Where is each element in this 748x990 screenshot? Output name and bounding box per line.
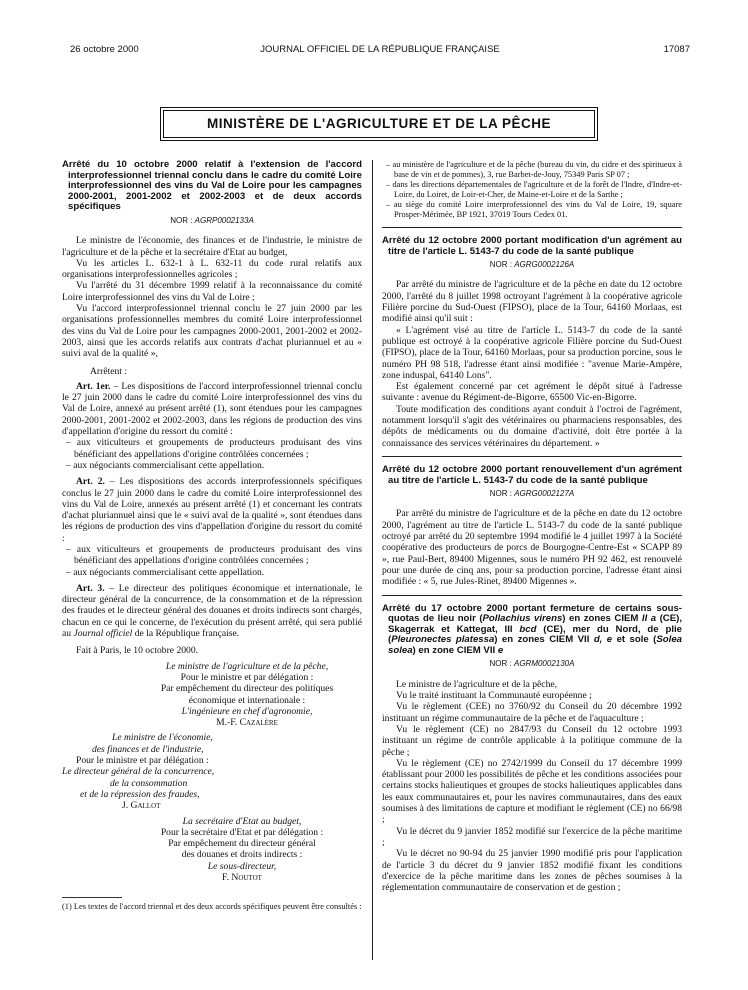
article-3-label: Art. 3. xyxy=(76,582,105,594)
paragraph: Vu le décret du 9 janvier 1852 modifié sur l'exercice de la pêche maritime ; xyxy=(382,825,682,848)
visa-arrete-1999: Vu l'arrêté du 31 décembre 1999 relatif à la reconnaissance du comité Loire interprofessionnel des vins du Val de Loire ; xyxy=(62,280,362,303)
fait-a-paris: Fait à Paris, le 10 octobre 2000. xyxy=(76,645,199,657)
footnote-1: (1) Les textes de l'accord triennal et des deux accords spécifiques peuvent être consultés : xyxy=(62,902,362,912)
arrete-title: Arrêté du 10 octobre 2000 relatif à l'extension de l'accord interprofessionnel triennal conclu dans le cadre du comité Loire interprofessionnel des vins du Val de Loire pour les campagnes 2000-2001, 2001-2002 et 2002-2003 et de deux accords spécifiques xyxy=(62,159,362,213)
nor-code: AGRG0002127A xyxy=(514,489,575,499)
title-part: e xyxy=(497,644,504,656)
title-part: ) en zone CIEM VII xyxy=(412,644,498,656)
footnote-item-comite: – au siège du comité Loire interprofessionnel des vins du Val de Loire, 19, square Prosper-Mérimée, BP 1921, 37019 Tours Cedex 01. xyxy=(386,200,682,219)
signature-agriculture xyxy=(62,661,362,729)
header-date: 26 octobre 2000 xyxy=(70,44,139,55)
title-part: II a xyxy=(641,613,657,625)
visa-code-rural: Vu les articles L. 632-1 à L. 632-11 du code rural relatifs aux organisations interprofessionnelles agricoles ; xyxy=(62,257,362,281)
ministry-heading: MINISTÈRE DE L'AGRICULTURE ET DE LA PÊCHE xyxy=(163,110,595,138)
article-3-text-end: de la République française. xyxy=(132,628,240,640)
signature-line: Le sous-directeur, xyxy=(207,860,277,872)
article-2-text: – Les dispositions des accords interprofessionnels spécifiques conclus le 27 juin 2000 dans le cadre du comité Loire interprofessionnel des vins du Val de Loire, annexés au présent arrêté (1) et concernant les contrats d'achat pluriannuel ainsi que le « suivi aval de la qualité », sont étendues dans les régions de production des vins d'appellation d'origine du ressort du comité : xyxy=(62,476,363,544)
footnote-item-directions: – dans les directions départementales de l'agriculture et de la forêt de l'Indre, d'Indre-et-Loire, du Loiret, de Loir-et-Cher, de Maine-et-Loire et de la Sarthe ; xyxy=(386,180,682,199)
article-3-text: – Le directeur des politiques économique et internationale, le directeur général de la concurrence, de la consommation et de la répression des fraudes et le directeur général des douanes et droits indirects sont chargés, chacun en ce qui le concerne, de l'exécution du présent arrêté, qui sera publié au xyxy=(62,582,362,640)
signature-role: Le ministre de l'agriculture et de la pêche, xyxy=(165,660,329,672)
title-part: bcd xyxy=(519,623,537,635)
arrete-title: Arrêté du 12 octobre 2000 portant modification d'un agrément au titre de l'article L. 5143-7 du code de la santé publique xyxy=(382,235,682,257)
title-part: ) en zones CIEM xyxy=(562,613,642,625)
signatory-name: F. Noutot xyxy=(222,872,262,883)
footnote-item-ministere: – au ministère de l'agriculture et de la pêche (bureau du vin, du cidre et des spiritueux à base de vin et de pommes), 3, rue Barbet-de-Jouy, 75349 Paris SP 07 ; xyxy=(386,160,682,179)
page-header xyxy=(70,44,690,60)
signature-line: Le ministre de l'économie, xyxy=(112,732,213,744)
nor-reference xyxy=(382,259,682,270)
title-part: Solea solea xyxy=(388,634,682,656)
nor-reference xyxy=(382,658,682,669)
signature-economie xyxy=(62,732,362,811)
signature-budget xyxy=(62,816,362,884)
title-part: d, e xyxy=(593,634,613,646)
title-part: Arrêté du 17 octobre 2000 portant fermeture de certains sous-quotas de lieu noir ( xyxy=(382,602,682,625)
left-column xyxy=(62,160,362,912)
section-separator xyxy=(382,456,682,457)
paragraph: Toute modification des conditions ayant conduit à l'octroi de l'agrément, notamment lorsqu'il s'agit des vétérinaires ou pharmaciens responsables, des dépôts de médicaments ou du domaine d'activité, doit être portée à la connaissance des services vétérinaires du département. » xyxy=(382,403,682,449)
title-part: et sole ( xyxy=(612,634,657,646)
signature-line: Pour la secrétaire d'Etat et par délégation : xyxy=(160,826,324,838)
visa-accord: Vu l'accord interprofessionnel triennal conclu le 27 juin 2000 par les organisations professionnelles membres du comité Loire interprofessionnel des vins du Val de Loire pour les campagnes 2000-2001, 2001-2002 et 2002-2003, ainsi que les accords relatifs aux contrats d'achat pluriannuel et au « suivi aval de la qualité », xyxy=(62,303,362,360)
signature-line: La secrétaire d'Etat au budget, xyxy=(182,815,302,827)
article-1-item-negociants: – aux négociants commercialisant cette appellation. xyxy=(66,459,265,471)
article-2 xyxy=(62,476,362,544)
journal-officiel-ref: Journal officiel xyxy=(73,628,133,640)
nor-label: NOR : xyxy=(489,489,515,499)
paragraph: Vu le décret no 90-94 du 25 janvier 1990 modifié pris pour l'application de l'article 3 du décret du 9 janvier 1852 modifié fixant les conditions d'exercice de la pêche maritime dans les zones de pêches soumises à la réglementation communautaire de conservation et de gestion ; xyxy=(382,848,682,894)
title-part: Pleuronectes platessa xyxy=(391,634,495,646)
paragraph: « L'agrément visé au titre de l'article L. 5143-7 du code de la santé publique est octroyé à la coopérative agricole Filière porcine du Sud-Ouest (FIPSO), place de la Tour, 64160 Morlaas, pour sa production porcine, sous le numéro PH 98 518, l'adresse étant ainsi modifiée : "avenue Marie-Ampère, zone induspal, 64140 Lons". xyxy=(382,324,682,381)
title-part: ) en zones CIEM VII xyxy=(494,634,594,646)
footnote-separator xyxy=(62,897,122,898)
title-part: Pollachius virens xyxy=(482,613,563,625)
nor-code: AGRM0002130A xyxy=(513,659,575,669)
paragraph: Par arrêté du ministre de l'agriculture et de la pêche en date du 12 octobre 2000, l'agrément au titre de l'article L. 5143-7 du code de la santé publique octroyé par arrêté du 20 septembre 1994 modifié le 4 juillet 1997 à la Société coopérative des producteurs de porcs de Bourgogne-Centre-Est « SCAPP 89 », rue Paul-Bert, 89400 Migennes, sous le numéro PH 92 462, est renouvelé pour une durée de cinq ans, pour sa production porcine, l'adresse étant ainsi modifiée : « 5, rue Jules-Rinet, 89400 Migennes ». xyxy=(382,508,682,588)
signature-line: et de la répression des fraudes, xyxy=(80,788,200,800)
nor-reference xyxy=(62,215,362,226)
signature-line: des douanes et droits indirects : xyxy=(181,849,303,861)
signature-line: Pour le ministre et par délégation : xyxy=(76,755,209,767)
nor-label: NOR : xyxy=(489,659,514,669)
nor-code: AGRG0002126A xyxy=(514,260,575,270)
signature-line: L'ingénieure en chef d'agronomie, xyxy=(181,705,313,717)
section-separator xyxy=(382,595,682,596)
right-column xyxy=(382,160,682,893)
paragraph: Est également concerné par cet agrément le dépôt situé à l'adresse suivante : avenue du Régiment-de-Bigorre, 65500 Vic-en-Bigorre. xyxy=(382,381,682,404)
signatory-name: J. Gallot xyxy=(122,800,161,812)
preamble-ministers: Le ministre de l'économie, des finances et de l'industrie, le ministre de l'agriculture et de la pêche et la secrétaire d'Etat au budget, xyxy=(62,235,362,258)
article-1-item-viticulteurs: – aux viticulteurs et groupements de producteurs produisant des vins bénéficiant des appellations d'origine contrôlées concernées ; xyxy=(66,437,362,460)
signature-line: des finances et de l'industrie, xyxy=(92,743,204,755)
signature-line: de la consommation xyxy=(110,777,188,789)
article-2-label: Art. 2. xyxy=(76,476,105,488)
article-1 xyxy=(62,381,362,437)
signature-line: Le directeur général de la concurrence, xyxy=(62,766,215,778)
article-2-item-viticulteurs: – aux viticulteurs et groupements de producteurs produisant des vins bénéficiant des appellations d'origine contrôlées concernées ; xyxy=(66,543,362,567)
nor-label: NOR : xyxy=(170,215,195,225)
nor-code: AGRP0002133A xyxy=(194,215,254,225)
paragraph: Vu le règlement (CEE) no 3760/92 du Conseil du 20 décembre 1992 instituant un régime communautaire de la pêche et de l'aquaculture ; xyxy=(382,701,682,724)
paragraph: Vu le règlement (CE) no 2847/93 du Conseil du 12 octobre 1993 instituant un régime de contrôle applicable à la politique commune de la pêche ; xyxy=(382,723,682,758)
signature-line: Pour le ministre et par délégation : xyxy=(180,671,314,683)
signatory-name: M.-F. Cazalère xyxy=(216,717,278,729)
title-part: (CE), Skagerrak et Kattegat, III xyxy=(388,613,682,635)
signature-line: Par empêchement du directeur des politiques xyxy=(160,683,334,695)
header-page-number: 17087 xyxy=(663,44,690,55)
paragraph: Le ministre de l'agriculture et de la pêche, xyxy=(396,678,558,690)
column-divider xyxy=(372,160,373,960)
article-1-text: – Les dispositions de l'accord interprofessionnel triennal conclu le 27 juin 2000 dans le cadre du comité Loire interprofessionnel des vins du Val de Loire, annexé au présent arrêté (1), sont étendues pour les campagnes 2000-2001, 2001-2002 et 2002-2003, dans les régions de production des vins d'appellation d'origine du ressort du comité : xyxy=(62,380,363,438)
section-separator xyxy=(382,227,682,228)
nor-label: NOR : xyxy=(489,260,515,270)
article-2-item-negociants: – aux négociants commercialisant cette appellation. xyxy=(66,566,265,578)
arretent: Arrêtent : xyxy=(90,365,128,377)
paragraph: Par arrêté du ministre de l'agriculture et de la pêche en date du 12 octobre 2000, l'arrêté du 8 juillet 1998 octroyant l'agrément à la coopérative agricole Filière porcine du Sud-Ouest (FIPSO), place de la Tour, 64160 Morlaas, est modifié ainsi qu'il suit : xyxy=(382,279,682,325)
paragraph: Vu le règlement (CE) no 2742/1999 du Conseil du 17 décembre 1999 établissant pour 2000 les possibilités de pêche et les conditions associées pour certains stocks halieutiques et groupes de stocks halieutiques applicables dans les eaux communautaires et, pour les navires communautaires, dans des eaux soumises à des limitations de capture et modifiant le règlement (CE) no 66/98 ; xyxy=(382,757,682,826)
article-1-label: Art. 1er. xyxy=(76,380,111,392)
arrete-title: Arrêté du 12 octobre 2000 portant renouvellement d'un agrément au titre de l'article L. 5143-7 du code de la santé publique xyxy=(382,463,682,486)
signature-line: Par empêchement du directeur général xyxy=(168,838,316,850)
paragraph: Vu le traité instituant la Communauté européenne ; xyxy=(396,690,592,702)
title-part: (CE), mer du Nord, de plie ( xyxy=(388,623,682,646)
arrete-title xyxy=(382,604,682,657)
header-journal-title: JOURNAL OFFICIEL DE LA RÉPUBLIQUE FRANÇAISE xyxy=(260,44,500,55)
nor-reference xyxy=(382,488,682,499)
signature-line: économique et internationale : xyxy=(188,694,306,706)
article-3 xyxy=(62,583,362,639)
